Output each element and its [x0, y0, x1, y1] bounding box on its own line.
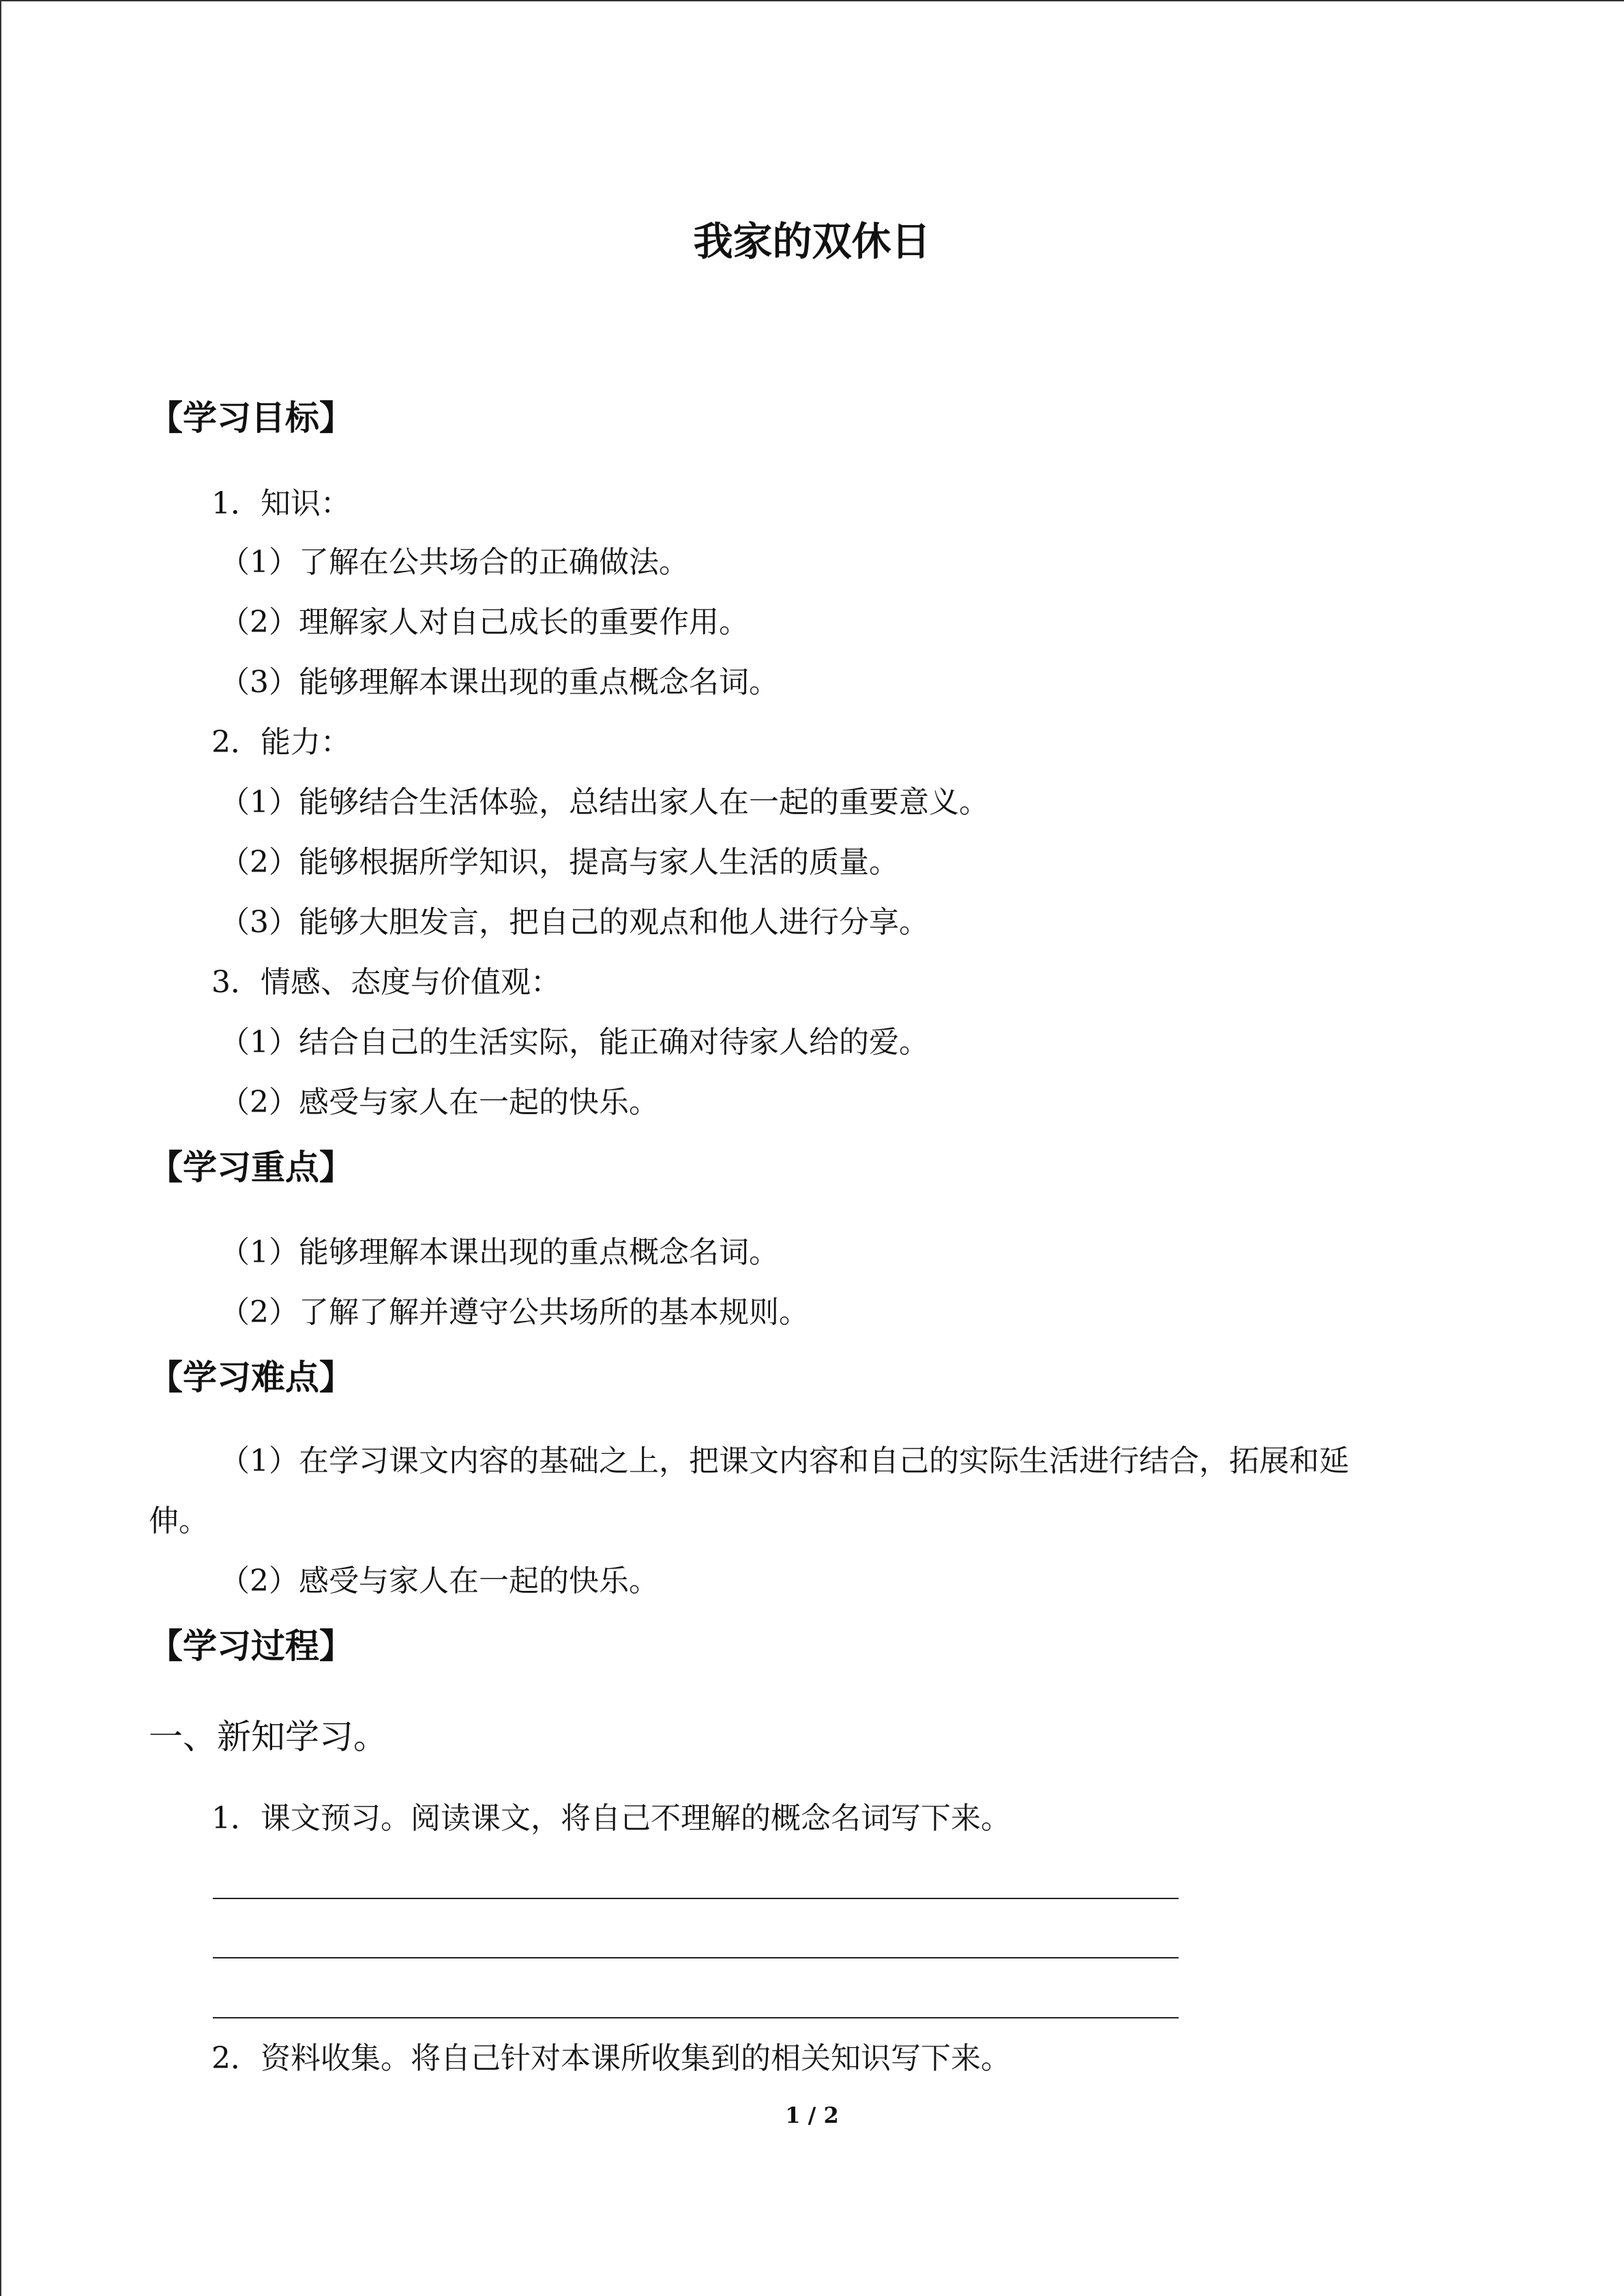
answer-blank-line-2[interactable]: [213, 1957, 1179, 1958]
section-heading-objectives: 【学习目标】: [149, 398, 353, 438]
section-heading-key-points: 【学习重点】: [149, 1148, 353, 1187]
task-2-collection: 2．资料收集。将自己针对本课所收集到的相关知识写下来。: [211, 2041, 1011, 2076]
ability-label: 2．能力：: [211, 725, 351, 760]
page-number: 1 / 2: [785, 2102, 839, 2128]
key-point-item-2: （2）了解了解并遵守公共场所的基本规则。: [220, 1295, 809, 1330]
answer-blank-line-3[interactable]: [213, 2017, 1179, 2018]
emotion-item-2: （2）感受与家人在一起的快乐。: [220, 1085, 659, 1120]
knowledge-item-3: （3）能够理解本课出现的重点概念名词。: [220, 665, 779, 700]
ability-item-3: （3）能够大胆发言，把自己的观点和他人进行分享。: [220, 905, 929, 940]
part-1-title: 一、新知学习。: [149, 1717, 387, 1757]
difficulty-item-1-line-1: （1）在学习课文内容的基础之上，把课文内容和自己的实际生活进行结合，拓展和延: [220, 1444, 1349, 1478]
knowledge-label: 1．知识：: [211, 486, 351, 521]
answer-blank-line-1[interactable]: [213, 1898, 1179, 1899]
difficulty-item-1-line-2: 伸。: [149, 1504, 209, 1538]
ability-item-1: （1）能够结合生活体验，总结出家人在一起的重要意义。: [220, 785, 989, 820]
ability-item-2: （2）能够根据所学知识，提高与家人生活的质量。: [220, 845, 899, 880]
difficulty-item-2: （2）感受与家人在一起的快乐。: [220, 1564, 659, 1598]
task-1-preview: 1．课文预习。阅读课文，将自己不理解的概念名词写下来。: [211, 1801, 1011, 1836]
knowledge-item-2: （2）理解家人对自己成长的重要作用。: [220, 605, 749, 640]
key-point-item-1: （1）能够理解本课出现的重点概念名词。: [220, 1235, 779, 1270]
document-title: 我家的双休日: [693, 218, 931, 265]
section-heading-difficulties: 【学习难点】: [149, 1358, 353, 1397]
emotion-item-1: （1）结合自己的生活实际，能正确对待家人给的爱。: [220, 1025, 929, 1060]
section-heading-process: 【学习过程】: [149, 1626, 353, 1666]
knowledge-item-1: （1）了解在公共场合的正确做法。: [220, 545, 689, 580]
emotion-label: 3．情感、态度与价值观：: [211, 965, 561, 1000]
